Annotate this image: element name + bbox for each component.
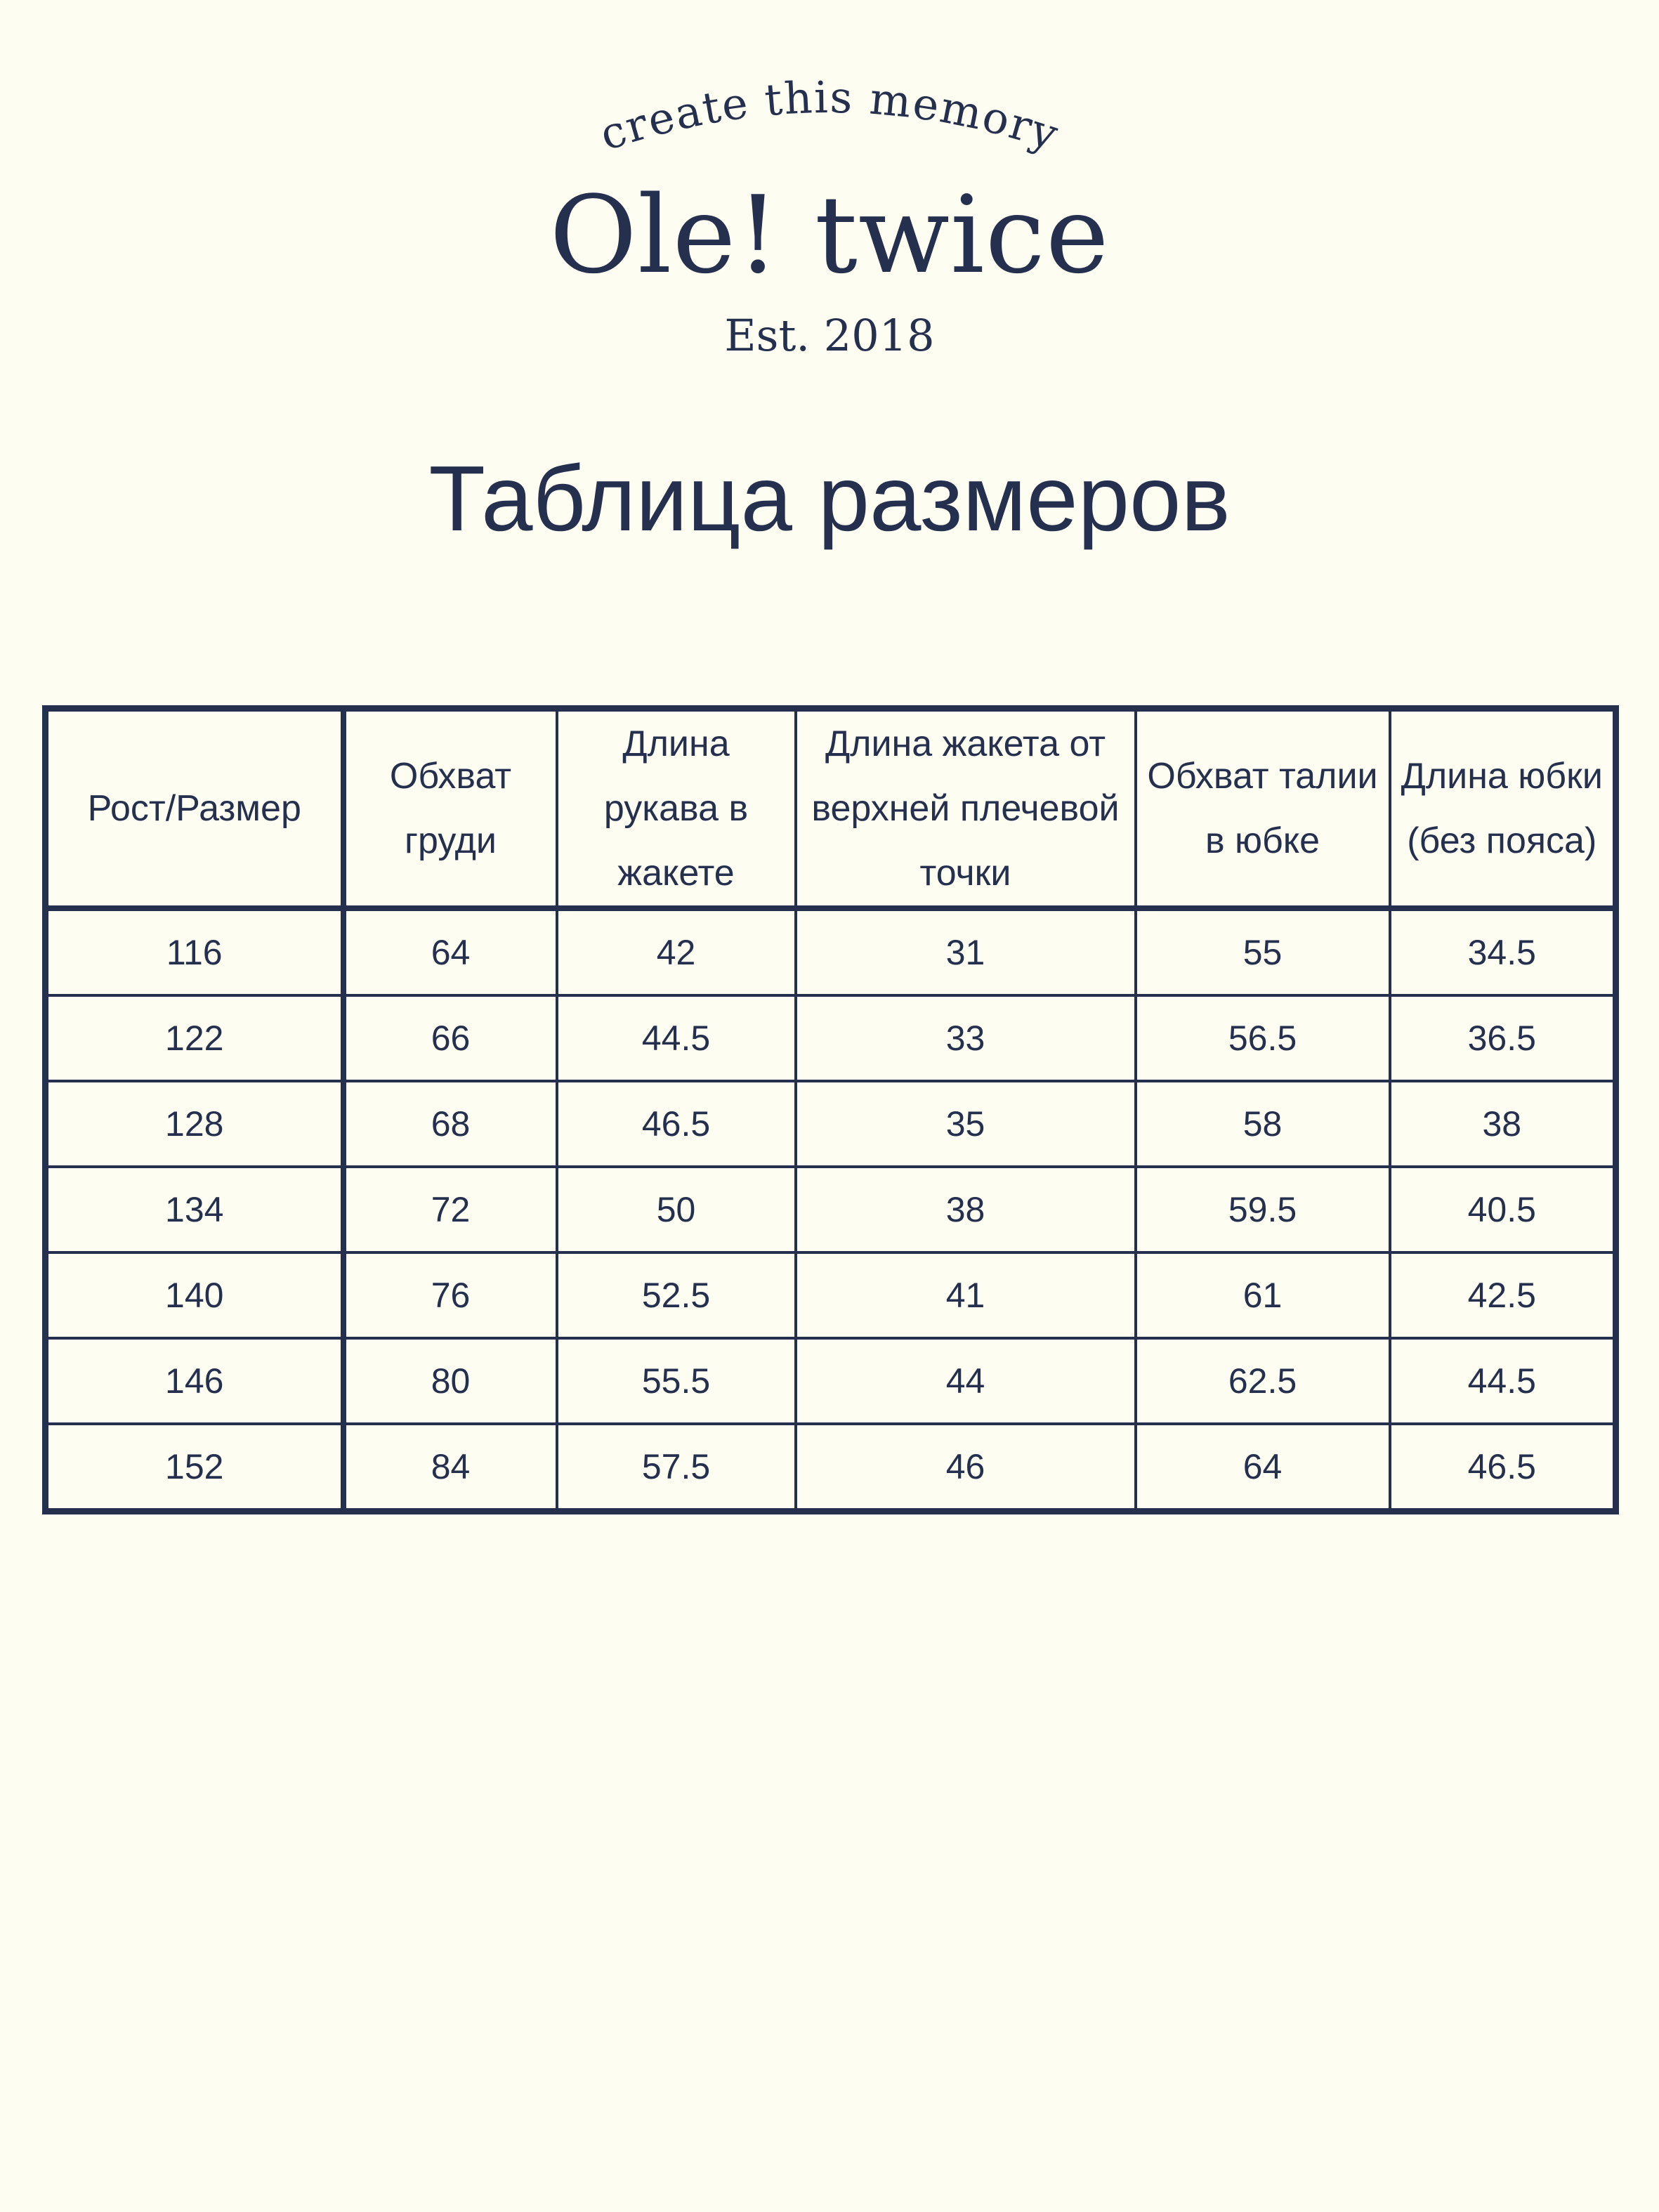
table-cell: 33 xyxy=(796,995,1136,1081)
table-cell: 152 xyxy=(46,1424,343,1512)
header-chest: Обхват груди xyxy=(343,709,557,909)
table-cell: 52.5 xyxy=(557,1252,796,1338)
table-cell: 62.5 xyxy=(1136,1338,1390,1424)
header-height-size: Рост/Размер xyxy=(46,709,343,909)
table-cell: 140 xyxy=(46,1252,343,1338)
page-title: Таблица размеров xyxy=(428,447,1231,550)
table-cell: 46.5 xyxy=(1390,1424,1616,1512)
size-table xyxy=(42,705,1619,1514)
table-cell: 80 xyxy=(343,1338,557,1424)
svg-text:create this memory xyxy=(594,77,1065,161)
brand-name: Ole! twice xyxy=(549,173,1110,297)
brand-logo xyxy=(0,0,1659,393)
table-cell: 76 xyxy=(343,1252,557,1338)
table-cell: 64 xyxy=(343,908,557,995)
header-jacket-length: Длина жакета от верхней плечевой точки xyxy=(796,709,1136,909)
table-row xyxy=(46,908,1616,995)
header-sleeve-length: Длина рукава в жакете xyxy=(557,709,796,909)
table-cell: 46.5 xyxy=(557,1081,796,1167)
table-row xyxy=(46,1252,1616,1338)
table-row xyxy=(46,995,1616,1081)
table-cell: 41 xyxy=(796,1252,1136,1338)
table-cell: 68 xyxy=(343,1081,557,1167)
table-header-row xyxy=(46,709,1616,909)
table-cell: 64 xyxy=(1136,1424,1390,1512)
brand-tagline: create this memory xyxy=(594,77,1065,161)
table-row xyxy=(46,1338,1616,1424)
table-cell: 122 xyxy=(46,995,343,1081)
table-cell: 46 xyxy=(796,1424,1136,1512)
table-cell: 134 xyxy=(46,1167,343,1252)
table-row xyxy=(46,1167,1616,1252)
table-cell: 57.5 xyxy=(557,1424,796,1512)
table-cell: 66 xyxy=(343,995,557,1081)
table-cell: 44.5 xyxy=(1390,1338,1616,1424)
table-cell: 55 xyxy=(1136,908,1390,995)
table-cell: 56.5 xyxy=(1136,995,1390,1081)
table-row xyxy=(46,1424,1616,1512)
header-skirt-length: Длина юбки (без пояса) xyxy=(1390,709,1616,909)
table-cell: 50 xyxy=(557,1167,796,1252)
table-cell: 44 xyxy=(796,1338,1136,1424)
table-cell: 42 xyxy=(557,908,796,995)
table-cell: 35 xyxy=(796,1081,1136,1167)
table-cell: 72 xyxy=(343,1167,557,1252)
table-row xyxy=(46,1081,1616,1167)
table-cell: 31 xyxy=(796,908,1136,995)
table-cell: 55.5 xyxy=(557,1338,796,1424)
header-skirt-waist: Обхват талии в юбке xyxy=(1136,709,1390,909)
table-cell: 38 xyxy=(1390,1081,1616,1167)
table-cell: 116 xyxy=(46,908,343,995)
table-cell: 59.5 xyxy=(1136,1167,1390,1252)
table-cell: 146 xyxy=(46,1338,343,1424)
table-cell: 38 xyxy=(796,1167,1136,1252)
table-cell: 84 xyxy=(343,1424,557,1512)
table-cell: 128 xyxy=(46,1081,343,1167)
table-cell: 44.5 xyxy=(557,995,796,1081)
table-cell: 61 xyxy=(1136,1252,1390,1338)
table-cell: 40.5 xyxy=(1390,1167,1616,1252)
table-cell: 34.5 xyxy=(1390,908,1616,995)
table-cell: 42.5 xyxy=(1390,1252,1616,1338)
table-cell: 36.5 xyxy=(1390,995,1616,1081)
brand-established: Est. 2018 xyxy=(724,310,935,361)
table-cell: 58 xyxy=(1136,1081,1390,1167)
